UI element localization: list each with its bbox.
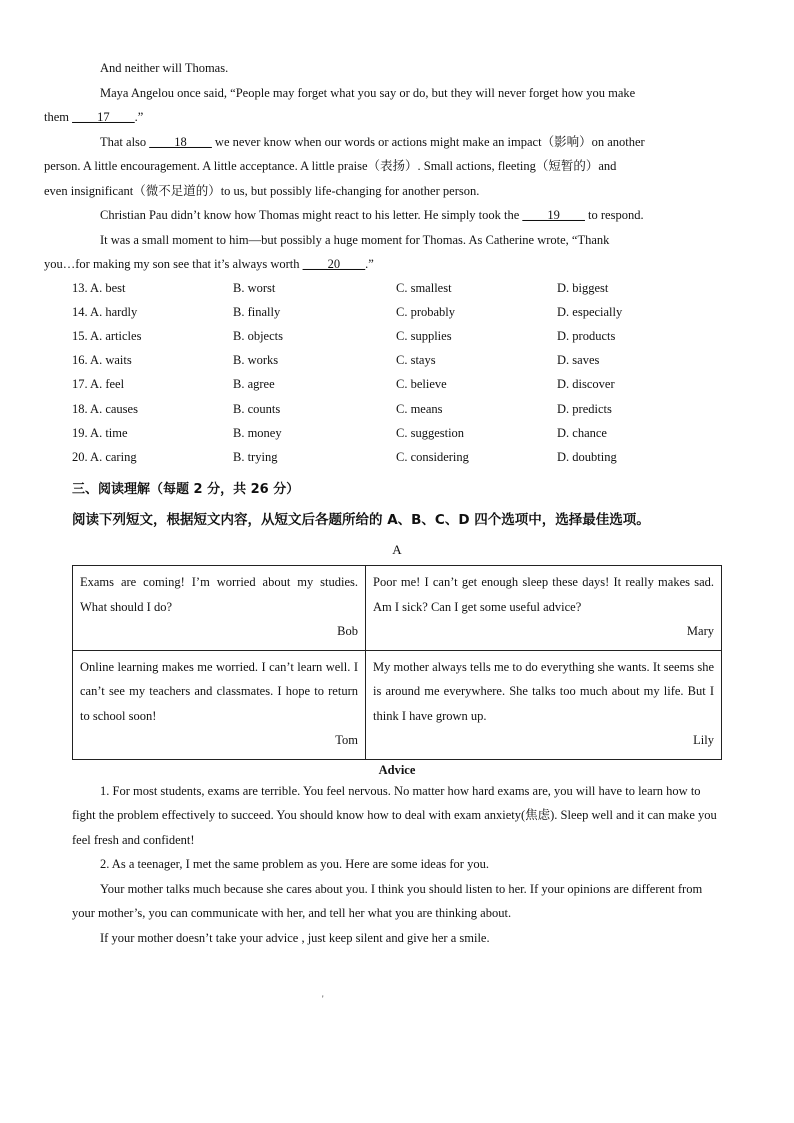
option-b: B. works [233, 353, 279, 368]
option-c: C. smallest [396, 281, 452, 296]
option-b: B. objects [233, 329, 283, 344]
option-row [72, 421, 722, 445]
option-c: C. probably [396, 305, 456, 320]
message-cell-tom [73, 650, 366, 759]
blank-19: ____19____ [522, 208, 585, 222]
paragraph-impact [44, 130, 722, 204]
option-b: B. worst [233, 281, 276, 296]
option-c: C. supplies [396, 329, 452, 344]
option-a: 13. A. best [72, 281, 126, 296]
message-text: My mother always tells me to do everything she wants. It seems she is around me everywhere. She talks too much about my life. But I think I have grown up. [373, 659, 714, 723]
text: .” [365, 257, 374, 271]
paragraph-christian [72, 203, 722, 228]
table-row [73, 650, 722, 759]
text: Maya Angelou once said, “People may forget what you say or do, but they will never forget how you make [100, 85, 636, 100]
message-cell-bob [73, 566, 366, 651]
message-author: Tom [335, 733, 358, 748]
paragraph-quote [44, 81, 722, 130]
page [44, 56, 722, 950]
option-row [72, 325, 722, 349]
text-line: person. A little encouragement. A little acceptance. A little praise（表扬）. Small actions, fleeting（短暂的）and [44, 159, 617, 173]
text: That also [100, 134, 150, 149]
option-d: D. especially [557, 305, 623, 320]
blank-18: ____18____ [149, 134, 212, 149]
option-d: D. products [557, 329, 616, 344]
option-a: 19. A. time [72, 425, 128, 440]
option-a: 20. A. caring [72, 449, 137, 464]
section-instruction: 阅读下列短文，根据短文内容，从短文后各题所给的 A、B、C、D 四个选项中，选择最佳选项。 [72, 512, 650, 529]
text: Christian Pau didn’t know how Thomas might react to his letter. He simply took the [100, 208, 523, 222]
text: you…for making my son see that it’s always worth [44, 257, 303, 271]
option-b: B. finally [233, 305, 281, 320]
advice-paragraph-1: 1. For most students, exams are terrible. You feel nervous. No matter how hard exams are, you will have to learn how to fight the problem effectively to succeed. You should know how to deal with exam anxiety(焦虑). Sleep well and it can make you feel fresh and confident! [72, 783, 717, 847]
option-c: C. means [396, 401, 443, 416]
advice-paragraph-3: Your mother talks much because she cares about you. I think you should listen to her. If your opinions are different from your mother’s, you can communicate with her, and tell her what you are thinking about. [72, 881, 703, 921]
messages-table [72, 565, 722, 760]
option-a: 18. A. causes [72, 401, 138, 416]
option-c: C. stays [396, 353, 436, 368]
text-line: even insignificant（微不足道的）to us, but possibly life-changing for another person. [44, 183, 480, 198]
option-d: D. chance [557, 425, 607, 440]
option-row [72, 277, 722, 301]
stray-mark: ' [322, 994, 324, 1004]
text: It was a small moment to him—but possibly a huge moment for Thomas. As Catherine wrote, “Thank [100, 232, 610, 247]
message-author: Bob [337, 624, 358, 639]
option-a: 16. A. waits [72, 353, 132, 368]
option-row [72, 301, 722, 325]
table-row [73, 566, 722, 651]
text: .” [134, 110, 144, 124]
message-author: Lily [693, 733, 714, 748]
options-list [72, 277, 722, 470]
section-title: 三、阅读理解（每题 2 分，共 26 分） [72, 482, 300, 498]
option-row [72, 397, 722, 421]
passage-label: A [392, 542, 402, 558]
option-row [72, 445, 722, 469]
option-d: D. discover [557, 377, 615, 392]
option-b: B. trying [233, 449, 278, 464]
option-b: B. counts [233, 401, 281, 416]
option-a: 17. A. feel [72, 377, 125, 392]
option-a: 15. A. articles [72, 329, 142, 344]
advice-paragraph-2: 2. As a teenager, I met the same problem as you. Here are some ideas for you. [100, 857, 489, 872]
text: we never know when our words or actions might make an impact（影响）on another [211, 134, 645, 149]
blank-20: ____20____ [302, 257, 366, 271]
message-text: Exams are coming! I’m worried about my studies. What should I do? [80, 575, 358, 614]
option-d: D. saves [557, 353, 600, 368]
advice-paragraph-4: If your mother doesn’t take your advice , just keep silent and give her a smile. [100, 930, 490, 945]
message-cell-mary [366, 566, 722, 651]
paragraph-small-moment [44, 228, 722, 277]
text: to respond. [584, 208, 644, 222]
message-text: Online learning makes me worried. I can’t learn well. I can’t see my teachers and classmates. I hope to return to school soon! [80, 659, 358, 723]
option-a: 14. A. hardly [72, 305, 138, 320]
text-line [44, 252, 374, 277]
text-line: And neither will Thomas. [100, 61, 229, 75]
message-cell-lily [366, 650, 722, 759]
advice-title: Advice [378, 762, 416, 777]
option-b: B. money [233, 425, 282, 440]
text-line [44, 105, 143, 130]
option-d: D. biggest [557, 281, 609, 296]
message-text: Poor me! I can’t get enough sleep these days! It really makes sad. Am I sick? Can I get some useful advice? [373, 575, 714, 614]
option-b: B. agree [233, 377, 275, 392]
option-d: D. predicts [557, 401, 612, 416]
text: them [44, 110, 73, 124]
blank-17: ____17____ [72, 110, 135, 124]
option-row [72, 373, 722, 397]
option-c: C. suggestion [396, 425, 465, 440]
option-row [72, 349, 722, 373]
option-c: C. considering [396, 449, 469, 464]
option-c: C. believe [396, 377, 447, 392]
option-d: D. doubting [557, 449, 617, 464]
message-author: Mary [686, 624, 714, 639]
